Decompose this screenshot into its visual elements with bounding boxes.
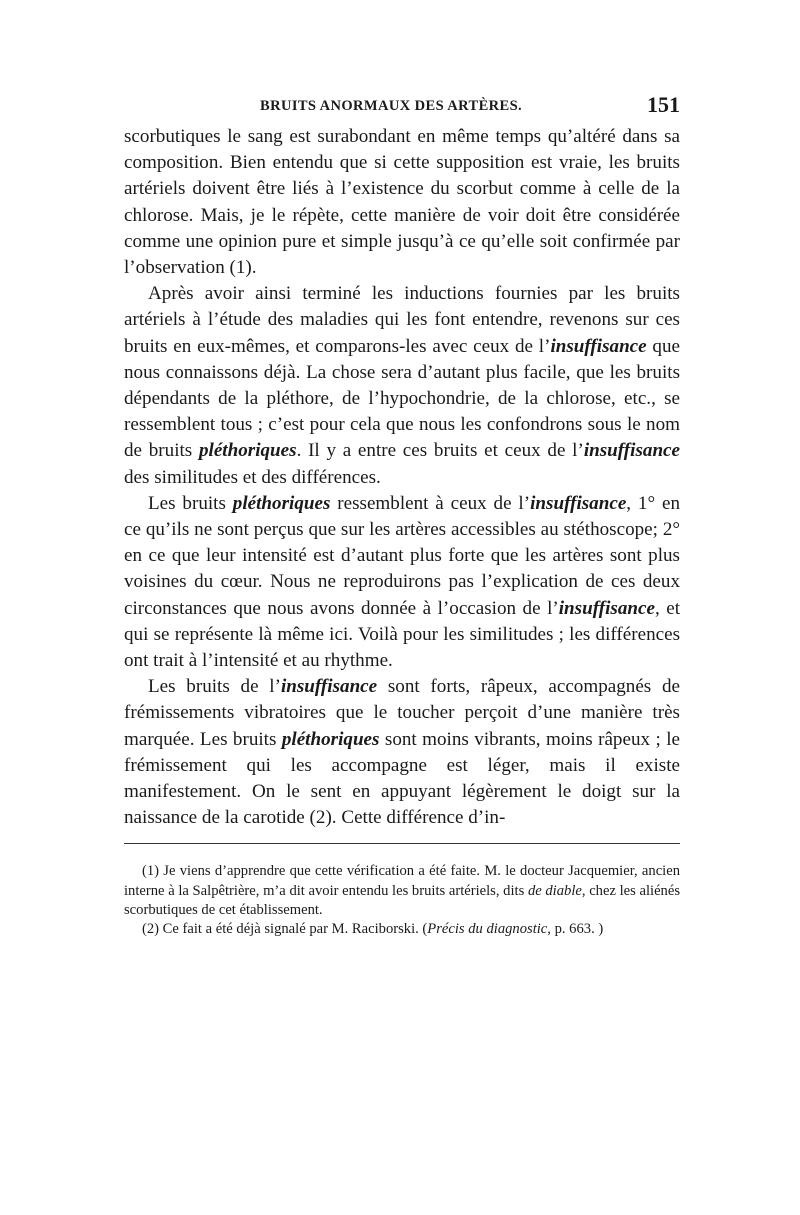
body-text [124, 124, 680, 831]
paragraph-2-italic-c: insuffisance [583, 440, 681, 462]
running-head [124, 92, 680, 124]
paragraph-3-text-d: , et qui se représente là même ici. Voilà pour les similitudes ; les différences ont trait à l’intensité et au rhythme. [124, 597, 681, 672]
paragraph-3-text-b: ressemblent à ceux de l’ [330, 492, 531, 514]
footnotes [124, 862, 680, 939]
footnote-2-text-a: (2) Ce fait a été déjà signalé par M. Raciborski. ( [142, 921, 428, 938]
footnote-2-text-b: , p. 663. ) [547, 921, 604, 938]
paragraph-4-text-b: sont forts, râpeux, accompagnés de frémissements vibratoires que le toucher perçoit d’une manière très marquée. Les bruits [124, 676, 680, 750]
footnote-rule [124, 843, 680, 844]
paragraph-2-text-a: Après avoir ainsi terminé les inductions fournies par les bruits artériels à l’étude des maladies qui les font entendre, revenons sur ces bruits en eux-mêmes, et comparons-les avec ceux de l’ [124, 283, 680, 357]
footnote-1-text-b: , chez les aliénés scorbutiques de cet établissement. [124, 882, 681, 918]
paragraph-2-italic-b: pléthoriques [198, 440, 297, 462]
paragraph-3-text-a: Les bruits [148, 492, 233, 514]
running-title: BRUITS ANORMAUX DES ARTÈRES. [260, 98, 523, 114]
paragraph-3-text-c: , 1° en ce qu’ils ne sont perçus que sur les artères accessibles au stéthoscope; 2° en ce que leur intensité est d’autant plus forte que les artères sont plus voisines du cœur. Nous ne reproduirons pas l’explication de ces deux circonstances que nous avons donnée à l’occasion de l’ [124, 492, 680, 619]
paragraph-4-italic-a: insuffisance [280, 676, 378, 698]
paragraph-4 [124, 674, 680, 831]
paragraph-4-italic-b: pléthoriques [281, 728, 380, 750]
paragraph-2-italic-a: insuffisance [550, 335, 647, 357]
footnote-1-text-a: (1) Je viens d’apprendre que cette vérification a été faite. M. le docteur Jacquemier, ancien interne à la Salpêtrière, m’a dit avoir entendu les bruits artériels, dits [124, 863, 680, 899]
paragraph-2 [124, 281, 680, 491]
book-page [124, 92, 680, 939]
paragraph-3-italic-a: pléthoriques [232, 492, 331, 514]
footnote-1-italic: de diable [527, 882, 582, 899]
paragraph-2-text-d: des similitudes et des différences. [124, 466, 381, 488]
footnote-1 [124, 862, 680, 920]
paragraph-4-text-c: sont moins vibrants, moins râpeux ; le frémissement qui les accompagne est léger, mais il existe manifestement. On le sent en appuyant légèrement le doigt sur la naissance de la carotide (2). Cette différence d’in- [124, 728, 680, 829]
footnote-2 [124, 920, 680, 939]
paragraph-3-italic-b: insuffisance [530, 492, 627, 514]
paragraph-3-italic-c: insuffisance [558, 597, 655, 619]
paragraph-2-text-b: que nous connaissons déjà. La chose sera d’autant plus facile, que les bruits dépendants de la pléthore, de l’hypochondrie, de la chlorose, etc., se ressemblent tous ; c’est pour cela que nous les confondrons sous le nom de bruits [124, 335, 680, 462]
paragraph-3 [124, 491, 680, 674]
footnote-2-italic: Précis du diagnostic [427, 921, 548, 938]
paragraph-2-text-c: . Il y a entre ces bruits et ceux de l’ [296, 440, 584, 462]
paragraph-1-text: scorbutiques le sang est surabondant en même temps qu’altéré dans sa composition. Bien entendu que si cette supposition est vraie, les bruits artériels doivent être liés à l’existence du scorbut comme à celle de la chlorose. Mais, je le répète, cette manière de voir doit être considérée comme une opinion pure et simple jusqu’à ce qu’elle soit confirmée par l’observation (1). [124, 126, 680, 279]
page-number: 151 [647, 92, 680, 117]
paragraph-1 [124, 124, 680, 281]
paragraph-4-text-a: Les bruits de l’ [148, 676, 281, 698]
